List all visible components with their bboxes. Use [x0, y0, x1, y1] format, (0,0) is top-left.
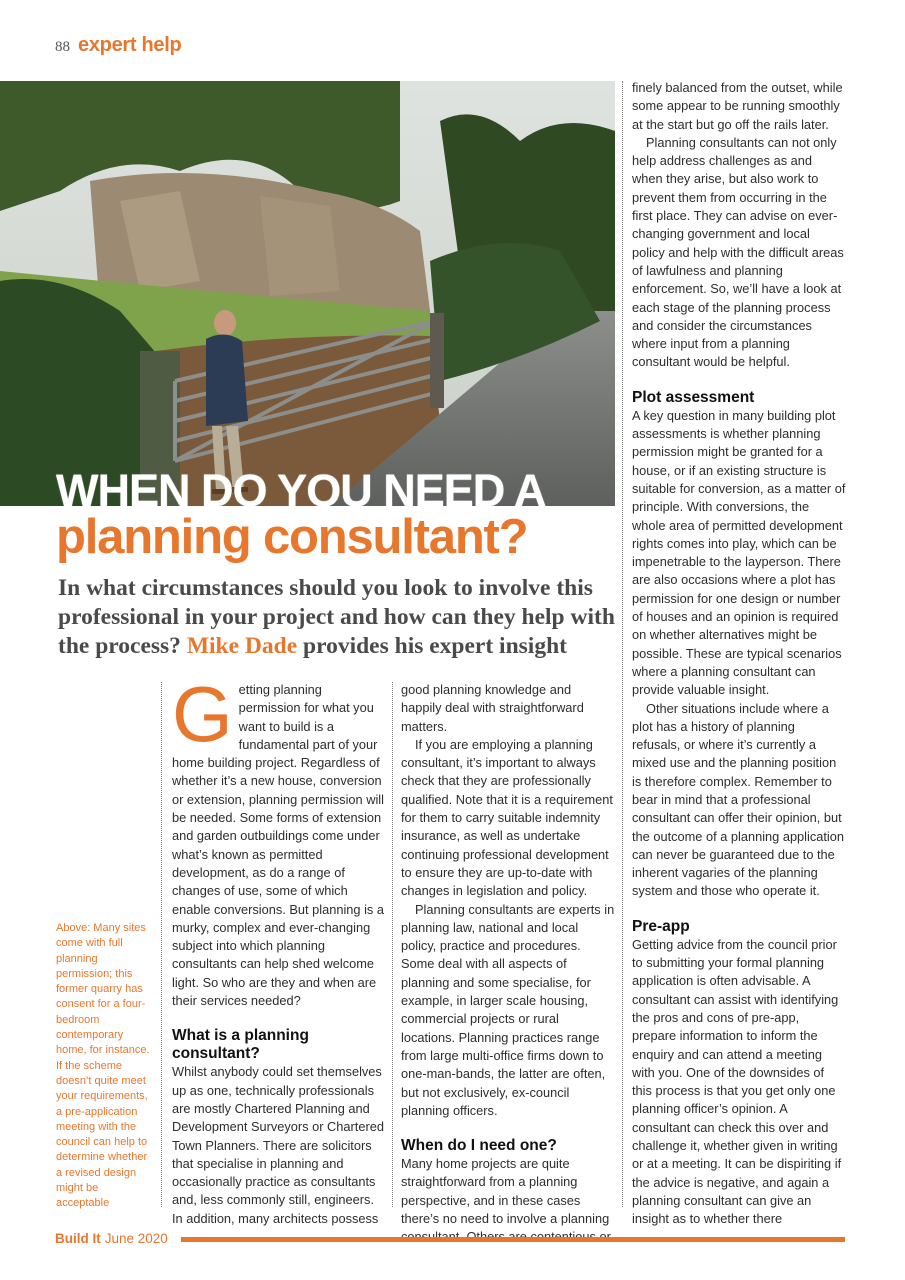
intro-paragraph	[172, 670, 384, 1010]
page-footer	[55, 1231, 168, 1246]
headline-line-2: planning consultant?	[56, 510, 528, 564]
author-byline: Mike Dade	[186, 633, 298, 659]
article-column-3	[632, 79, 846, 1229]
article-column-2	[401, 681, 615, 1247]
page-number: 88	[55, 39, 70, 55]
hero-photo	[0, 81, 615, 506]
body-paragraph: Getting advice from the council prior to submitting your formal planning application is often advisable. A consultant can assist with identifying the pros and cons of pre-app, prepare information to inform the enquiry and can attend a meeting with you. One of the downsides of this process is that you get only one planning officer’s opinion. A consultant can check this over and challenge it, whether given in writing or at a meeting. It can be dispiriting if the advice is negative, and again a planning consultant can give an insight as to whether there	[632, 936, 842, 1227]
footer-brand: Build It	[55, 1231, 101, 1246]
body-paragraph: If you are employing a planning consultant, it’s important to always check that they are professionally qualified. Note that it is a requirement for them to carry suitable indemnity insurance, as well as undertake continuing professional development to ensure they are up-to-date with changes in legislation and policy.	[401, 736, 613, 899]
standfirst-text: In what circumstances should you look to involve this professional in your project and how can they help with the process?	[58, 575, 615, 659]
photo-caption: Above: Many sites come with full planning permission; this former quarry has consent for a four-bedroom contemporary home, for instance. If the scheme doesn’t quite meet your requirements, a pre-application meeting with the council can help to determine whether a revised design might be acceptable	[56, 922, 150, 1210]
body-paragraph: good planning knowledge and happily deal with straightforward matters.	[401, 682, 584, 734]
intro-text: etting planning permission for what you want to build is a fundamental part of your home building project. Regardless of whether it’s a new house, conversion or extension, planning permission will be needed. Some forms of extension and garden outbuildings come under what’s known as permitted development, as do a range of changes of use, some of which enable conversions. But planning is a murky, complex and ever-changing subject into which planning consultants can help shed welcome light. So who are they and when are their services needed?	[172, 682, 384, 1009]
body-paragraph: Planning consultants are experts in planning law, national and local policy, practice and procedures. Some deal with all aspects of planning and some specialise, for example, in larger scale housing, commercial projects or rural locations. Planning practices range from large multi-office firms down to one-man-bands, the latter are often, but not exclusively, ex-council planning officers.	[401, 901, 615, 1118]
article-column-1	[172, 670, 384, 1228]
body-paragraph: Many home projects are quite straightforward from a planning perspective, and in these cases there’s no need to involve a planning	[401, 1156, 610, 1227]
column-divider	[161, 682, 162, 1207]
headline-line-1: WHEN DO YOU NEED A	[56, 465, 546, 516]
body-paragraph: A key question in many building plot assessments is whether planning permission might be granted for a house, or if an existing structure is suitable for conversion, as a matter of principle. With conversions, the whole area of permitted development rights comes into play, which can be impenetrable to the layperson. There are also occasions where a plot has permission for one design or number of houses and an opinion is required on whether alternatives might be possible. These are typical scenarios where a planning consultant can provide valuable insight.	[632, 407, 846, 698]
column-divider	[622, 81, 623, 1207]
page-header	[55, 34, 181, 57]
subheading-pre-app: Pre-app	[632, 917, 690, 935]
body-paragraph: Whilst anybody could set themselves up as one, technically professionals are mostly Chartered Planning and Development Surveyors or Chartered Town Planners. There are solicitors that specialise in planning and occasionally practice as consultants and, less commonly still, engineers. In addition, many architects possess	[172, 1064, 384, 1226]
body-paragraph: Other situations include where a plot has a history of planning refusals, or where it’s currently a mixed use and the planning position is therefore complex. Remember to bear in mind that a professional consultant can offer their opinion, but the outcome of a planning application can never be guaranteed due to the inherent vagaries of the planning system and those who operate it.	[632, 700, 845, 899]
subheading-what-is: What is a planning consultant?	[172, 1027, 309, 1063]
footer-issue: June 2020	[104, 1231, 168, 1246]
standfirst-suffix: provides his expert insight	[303, 633, 567, 659]
body-paragraph: finely balanced from the outset, while some appear to be running smoothly at the start but go off the rails later.	[632, 80, 843, 132]
hero-illustration	[0, 81, 615, 506]
section-tag: expert help	[78, 34, 182, 56]
standfirst	[58, 574, 618, 661]
headline	[56, 465, 616, 564]
body-paragraph: Planning consultants can not only help address challenges as and when they arise, but also work to prevent them from occurring in the first place. They can advise on ever-changing government and local policy and help with the difficult areas of lawfulness and planning enforcement. So, we’ll have a look at each stage of the planning process and consider the circumstances where input from a planning consultant would be helpful.	[632, 134, 844, 370]
drop-cap: G	[172, 670, 233, 758]
column-divider	[392, 682, 393, 1207]
footer-rule	[181, 1237, 845, 1242]
subheading-plot-assessment: Plot assessment	[632, 388, 755, 406]
subheading-when: When do I need one?	[401, 1137, 557, 1155]
